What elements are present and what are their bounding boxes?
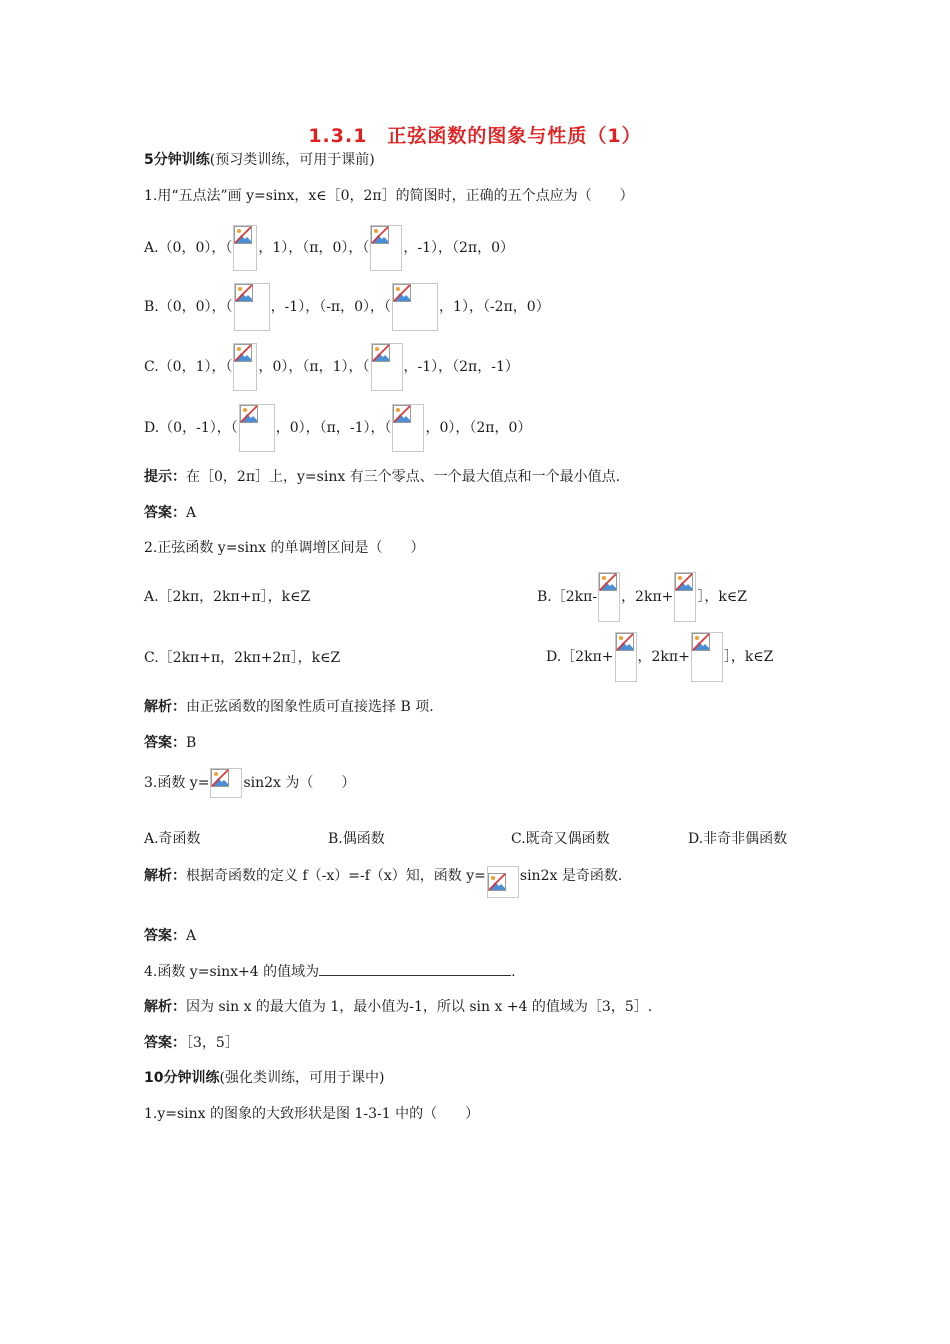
section-note: (预习类训练，可用于课前): [209, 152, 375, 168]
q2-option-c: C.［2kπ+π，2kπ+2π］，k∈Z: [144, 650, 341, 666]
q3-option-a: A.奇函数: [144, 831, 201, 847]
broken-image-icon: [235, 284, 253, 302]
formula-image: [210, 768, 242, 798]
question-3-stem: 3.函数 y= sin2x 为（ ）: [144, 768, 355, 798]
formula-image: [615, 632, 637, 682]
broken-image-icon: [393, 284, 411, 302]
broken-image-icon: [692, 633, 710, 651]
formula-image: [370, 225, 402, 271]
q1-hint: 提示：在［0，2π］上，y=sinx 有三个零点、一个最大值点和一个最小值点.: [144, 469, 621, 485]
section-note: (强化类训练，可用于课中): [219, 1070, 385, 1086]
q2-analysis: 解析：由正弦函数的图象性质可直接选择 B 项.: [144, 699, 434, 715]
broken-image-icon: [393, 405, 411, 423]
q1-option-d: D.（0，-1），（ ，0），（π，-1），（ ，0），（2π，0）: [144, 404, 531, 450]
broken-image-icon: [234, 344, 252, 362]
broken-image-icon: [599, 573, 617, 591]
formula-image: [674, 572, 696, 622]
q1-option-a: A.（0，0），（ ，1），（π，0），（ ，-1），（2π，0）: [144, 225, 514, 269]
formula-image: [233, 343, 257, 391]
q1-answer: 答案：A: [144, 505, 197, 521]
page-title: 1.3.1 正弦函数的图象与性质（1）: [308, 125, 642, 147]
q2-option-a: A.［2kπ，2kπ+π］，k∈Z: [144, 589, 311, 605]
q2-answer: 答案：B: [144, 735, 197, 751]
formula-image: [233, 225, 257, 271]
formula-image: [234, 283, 270, 331]
section-heading-practice: [144, 1068, 384, 1088]
section-heading: 5分钟训练: [144, 152, 210, 168]
section-heading: 10分钟训练: [144, 1070, 220, 1086]
broken-image-icon: [372, 344, 390, 362]
question-1-stem: 1.用“五点法”画 y=sinx，x∈［0，2π］的简图时，正确的五个点应为（ ）: [144, 188, 634, 204]
q2-option-d: D.［2kπ+ ，2kπ+ ］，k∈Z: [546, 632, 773, 682]
q3-option-c: C.既奇又偶函数: [511, 831, 610, 847]
broken-image-icon: [488, 873, 506, 891]
broken-image-icon: [616, 633, 634, 651]
formula-image: [392, 404, 424, 452]
formula-image: [371, 343, 403, 391]
question-4-stem: 4.函数 y=sinx+4 的值域为 .: [144, 961, 516, 982]
q1-option-c: C.（0，1），（ ，0），（π，1），（ ，-1），（2π，-1）: [144, 343, 519, 389]
q2-option-b: B.［2kπ- ，2kπ+ ］，k∈Z: [537, 572, 747, 622]
question-2-stem: 2.正弦函数 y=sinx 的单调增区间是（ ）: [144, 540, 425, 556]
broken-image-icon: [211, 769, 229, 787]
formula-image: [239, 404, 275, 452]
formula-image: [487, 866, 519, 898]
section-heading-preview: [144, 150, 375, 170]
answer-blank: [319, 961, 511, 976]
q3-option-d: D.非奇非偶函数: [688, 831, 788, 847]
formula-image: [598, 572, 620, 622]
q4-analysis: 解析：因为 sin x 的最大值为 1，最小值为-1，所以 sin x +4 的值域为［3，5］.: [144, 999, 653, 1015]
question-5-stem: 1.y=sinx 的图象的大致形状是图 1-3-1 中的（ ）: [144, 1106, 480, 1122]
broken-image-icon: [240, 405, 258, 423]
q4-answer: 答案：［3，5］: [144, 1035, 239, 1051]
broken-image-icon: [234, 226, 252, 244]
broken-image-icon: [675, 573, 693, 591]
q1-option-b: B.（0，0），（ ，-1），（-π，0），（ ，1），（-2π，0）: [144, 283, 550, 329]
broken-image-icon: [371, 226, 389, 244]
formula-image: [691, 632, 723, 682]
q3-answer: 答案：A: [144, 928, 197, 944]
formula-image: [392, 283, 438, 331]
q3-option-b: B.偶函数: [328, 831, 385, 847]
q3-analysis: 解析：根据奇函数的定义 f（-x）=-f（x）知，函数 y= sin2x 是奇函数.: [144, 866, 622, 898]
